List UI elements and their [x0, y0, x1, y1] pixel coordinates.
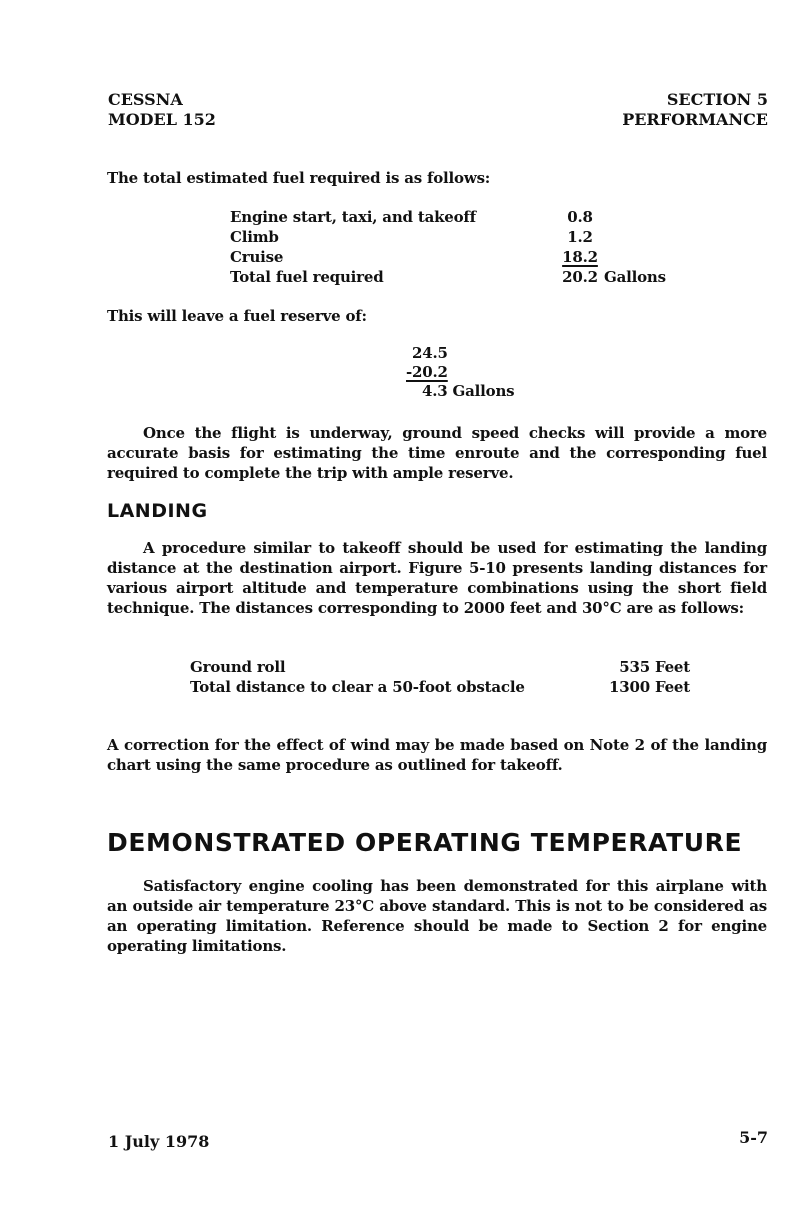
landing-row [190, 677, 690, 697]
fuel-row-label: Total fuel required [230, 268, 384, 286]
landing-paragraph: A procedure similar to takeoff should be used for estimating the landing distance at the destination airport. Figure 5-10 presents landing distances for various airport altitude and temperature combinations using the short field technique. The distances corresponding to 2000 feet and 30°C are as follows: [107, 539, 767, 617]
cruise-value: 18.2 [562, 248, 598, 266]
temperature-heading: DEMONSTRATED OPERATING TEMPERATURE [107, 828, 743, 857]
fuel-row-value: 0.8 [567, 208, 593, 226]
landing-heading: LANDING [107, 500, 208, 522]
fuel-row-label: Engine start, taxi, and takeoff [230, 208, 476, 226]
fuel-row [230, 247, 666, 267]
fuel-row-label: Climb [230, 228, 279, 246]
fuel-row-label: Cruise [230, 248, 284, 266]
landing-row-value: 535 Feet [619, 658, 690, 676]
footer-date: 1 July 1978 [108, 1132, 210, 1151]
header-left [108, 90, 216, 130]
section-title: PERFORMANCE [622, 110, 768, 129]
fuel-intro: The total estimated fuel required is as follows: [107, 169, 491, 187]
section-label: SECTION 5 [666, 90, 768, 109]
fuel-row [230, 267, 666, 287]
reserve-capacity: 24.5 [412, 344, 448, 362]
manufacturer-label: CESSNA [108, 90, 183, 109]
reserve-intro: This will leave a fuel reserve of: [107, 307, 367, 325]
landing-table [190, 657, 690, 697]
model-label: MODEL 152 [108, 110, 216, 129]
fuel-paragraph: Once the flight is underway, ground speed checks will provide a more accurate basis for estimating the time enroute and the corresponding fuel required to complete the trip with ample reserve. [107, 424, 767, 482]
fuel-row-unit [600, 207, 666, 227]
fuel-row-unit [600, 227, 666, 247]
reserve-subtract: -20.2 [406, 363, 448, 381]
fuel-row-unit: Gallons [604, 268, 666, 286]
temperature-paragraph: Satisfactory engine cooling has been demonstrated for this airplane with an outside air temperature 23°C above standard. This is not to be considered as an operating limitation. Reference should be made to Section 2 for engine operating limitations. [107, 877, 767, 955]
fuel-row [230, 207, 666, 227]
landing-row-label: Ground roll [190, 658, 286, 676]
fuel-row-value [560, 247, 600, 267]
fuel-row-unit [600, 247, 666, 267]
wind-note: A correction for the effect of wind may be made based on Note 2 of the landing chart using the same procedure as outlined for takeoff. [107, 736, 767, 774]
fuel-table [230, 207, 666, 287]
fuel-row [230, 227, 666, 247]
reserve-result: 4.3 Gallons [422, 382, 515, 400]
fuel-row-value: 1.2 [567, 228, 593, 246]
reserve-calc [406, 344, 514, 401]
landing-row-value: 1300 Feet [608, 678, 690, 696]
fuel-row-value: 20.2 [562, 268, 598, 286]
header-right [622, 90, 768, 130]
landing-row [190, 657, 690, 677]
page-number: 5-7 [739, 1128, 768, 1147]
landing-row-label: Total distance to clear a 50-foot obstacle [190, 678, 525, 696]
